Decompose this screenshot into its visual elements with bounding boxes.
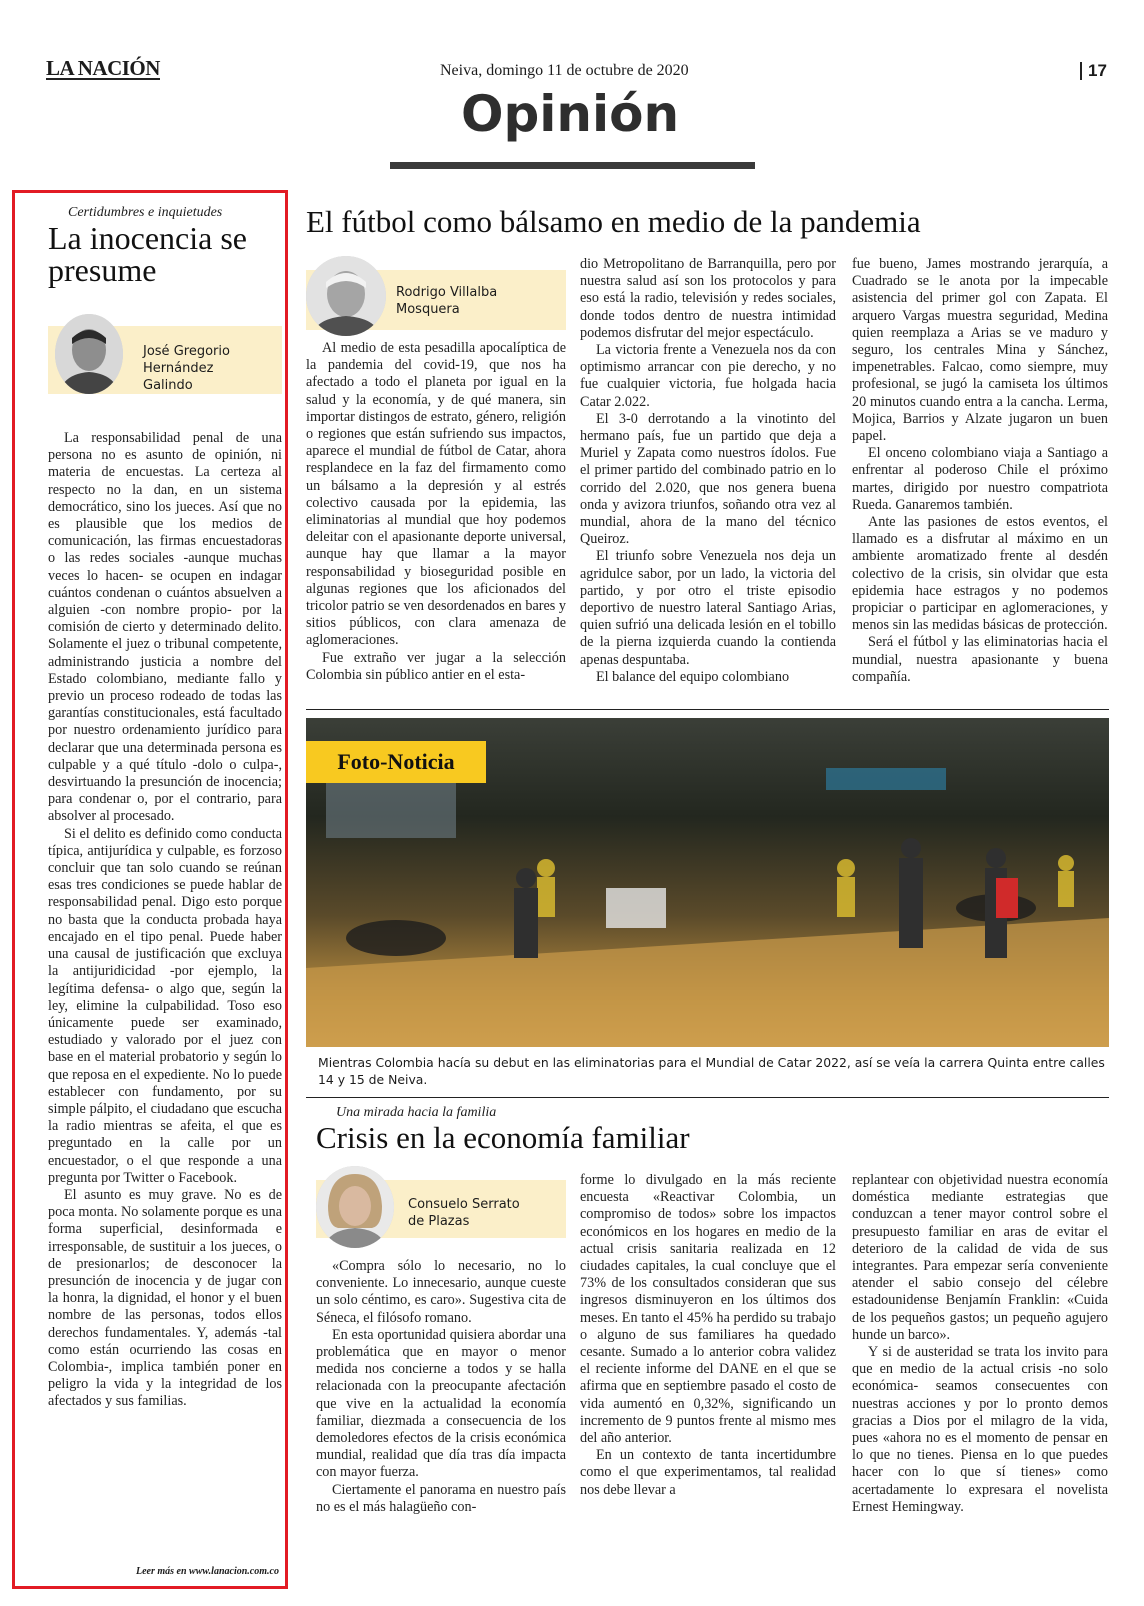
paragraph: Ciertamente el panorama en nuestro país no es el más halagüeño con-	[316, 1481, 566, 1515]
paragraph: El asunto es muy grave. No es de poca monta. No solamente porque es una forma superficial, desinformada e irresponsable, de sustituir a los jueces, o de presionarlos; de desconocer la presunción de inocencia y de jugar con la honra, la dignidad, el honor y el buen nombre de las personas, todos ellos derechos fundamentales. Y, además -tal como están ocurriendo las cosas en Colombia-, implica también poner en peligro la vida y la integridad de los afectados y sus familias.	[48, 1186, 282, 1410]
paragraph: En esta oportunidad quisiera abordar una problemática que en mayor o menor medida nos concierne a todos y se halla relacionada con la preocupante afectación que vive en la actualidad la economía familiar, diezmada a consecuencia de los demoledores efectos de la crisis económica mundial, realidad que día tras día impacta con mayor fuerza.	[316, 1326, 566, 1481]
paragraph: forme lo divulgado en la más reciente encuesta «Reactivar Colombia, un compromiso de todos» sobre los impactos económicos en los hogares en medio de la actual crisis sanitaria realizada en 12 ciudades capitales, la cual concluye que el 73% de los consultados consideran que sus ingresos disminuyeron en los últimos dos meses. En tanto el 45% ha perdido su trabajo o alguno de sus familiares ha quedado cesante. Sumado a lo anterior cobra validez el reciente informe del DANE en el que se afirma que en septiembre pasado el costo de vida aumentó en 0,32%, significando un incremento de 9 puntos frente al mismo mes del año anterior.	[580, 1172, 836, 1447]
author-name-line1: Consuelo Serrato	[408, 1197, 520, 1212]
article3-kicker: Una mirada hacia la familia	[336, 1105, 497, 1120]
author-photo-serrato	[316, 1166, 394, 1248]
author-name-line2: Hernández	[143, 361, 214, 376]
author-name-line1: Rodrigo Villalba	[396, 285, 498, 300]
article1-body	[48, 430, 282, 1411]
section-title: Opinión	[460, 85, 680, 143]
divider	[306, 1097, 1109, 1098]
read-more-link[interactable]: Leer más en www.lanacion.com.co	[136, 1566, 279, 1577]
section-underline	[390, 162, 755, 169]
paragraph: El 3-0 derrotando a la vinotinto del hermano país, fue un partido que deja a Muriel y Zapata como nuestros ídolos. Fue el primer partido del combinado patrio en lo corrido del 2.020, que nos genera buena onda y avizora triunfos, soñando otra vez al mundial, ahora de la mano del técnico Queiroz.	[580, 410, 836, 548]
paragraph: El onceno colombiano viaja a Santiago a enfrentar al poderoso Chile el próximo martes, dirigido por nuestro compatriota Rueda. Ganaremos también.	[852, 445, 1108, 513]
author-name-line1: José Gregorio	[143, 344, 230, 359]
paragraph: La responsabilidad penal de una persona no es asunto de opinión, ni materia de encuestas. La certeza al respecto no la dan, en un sistema democrático, sino los jueces. Así que no es plausible que los medios de comunicación, las firmas encuestadoras o las redes sociales -aunque muchas veces lo hacen- se ocupen en indagar cuántos condenan o cuántos absuelven a alguien -con nombre propio- por la comisión de cierto y determinado delito. Solamente el juez o tribunal competente, administrando justicia a nombre del Estado colombiano, mediante fallo y previo un proceso rodeado de todas las garantías constitucionales, está facultado por nuestro ordenamiento jurídico para declarar que una determinada persona es culpable y a qué título -dolo o culpa-, desvirtuando la presunción de inocencia; para condenar o, por el contrario, para absolver al procesado.	[48, 430, 282, 825]
photo-caption: Mientras Colombia hacía su debut en las eliminatorias para el Mundial de Catar 2022, así se veía la carrera Quinta entre calles 14 y 15 de Neiva.	[318, 1055, 1105, 1087]
article3-author	[408, 1196, 520, 1230]
article2-column-1	[306, 340, 566, 684]
author-photo-hernandez	[55, 314, 123, 394]
dateline: Neiva, domingo 11 de octubre de 2020	[440, 62, 689, 79]
article2-column-2	[580, 256, 836, 686]
paragraph: Y si de austeridad se trata los invito para que en medio de la actual crisis -no solo económica- seamos consecuentes con nuestras acciones y por lo pronto demos gracias a Dios por el milagro de la vida, pues «ahora no es el momento de pensar en lo que no tienes. Piensa en lo que puedes hacer con lo que sí tienes» como acertadamente lo expresara el novelista Ernest Hemingway.	[852, 1344, 1108, 1515]
paragraph: La victoria frente a Venezuela nos da con optimismo arrancar con pie derecho, y no fue cualquier victoria, fue holgada hacia Catar 2.022.	[580, 342, 836, 410]
author-photo-villalba	[306, 256, 386, 336]
article1-kicker: Certidumbres e inquietudes	[68, 205, 223, 220]
paragraph: replantear con objetividad nuestra economía doméstica mediante estrategias que conduzcan a tener mayor control sobre el presupuesto familiar en aras de evitar el deterioro de la calidad de vida de sus integrantes. Para empezar sería conveniente atender el sabio consejo del célebre estadounidense Benjamín Franklin: «Cuida de los pequeños gastos; un pequeño agujero hunde un barco».	[852, 1172, 1108, 1343]
paragraph: Será el fútbol y las eliminatorias hacia el mundial, nuestra apasionante y buena compañía.	[852, 634, 1108, 685]
paragraph: Si el delito es definido como conducta típica, antijurídica y culpable, es forzoso concluir que tan solo cuando se reúnan esas tres condiciones se puede hablar de responsabilidad penal. Digo esto porque no basta que la conducta probada haya encajado en el tipo penal. Puede haber una causal de justificación que excluya la antijuridicidad -por ejemplo, la legítima defensa- o algo que, según la ley, elimine la culpabilidad. Toso eso únicamente puede ser examinado, estudiado y valorado por el juez con base en el material probatorio y según lo que reposa en el expediente. No lo puede establecer con fundamento, por su simple pálpito, el ciudadano que escucha la radio mientras se afeita, el que es preguntado en la calle por un encuestador, o el que responde a una pregunta por Twitter o Facebook.	[48, 825, 282, 1186]
article3-title[interactable]: Crisis en la economía familiar	[316, 1120, 690, 1155]
article1-title-line1: La inocencia se	[48, 220, 247, 256]
article2-title[interactable]: El fútbol como bálsamo en medio de la pandemia	[306, 204, 921, 239]
article3-column-1	[316, 1258, 566, 1516]
photo-news-label: Foto-Noticia	[306, 741, 486, 783]
author-name-line3: Galindo	[143, 378, 193, 393]
article3-column-3	[852, 1172, 1108, 1516]
paragraph: El balance del equipo colombiano	[596, 668, 790, 685]
paragraph: «Compra sólo lo necesario, no lo conveniente. Lo innecesario, aunque cueste un solo céntimo, es caro». Sugestiva cita de Séneca, el filósofo romano.	[316, 1258, 566, 1326]
divider	[306, 709, 1109, 710]
paragraph: fue bueno, James mostrando jerarquía, a Cuadrado se le anota por la impecable asistencia del primer gol con Zapata. El arquero Vargas muestra seguridad, Medina quien reemplaza a Arias se ve maduro y seguro, los centrales Mina y Sánchez, impenetrables. Falcao, como siempre, muy profesional, se jugó la camiseta los últimos 20 minutos cuando entra a la cancha. Lerma, Mojica, Barrios y Alzate jugaron un buen papel.	[852, 256, 1108, 445]
article3-column-2	[580, 1172, 836, 1499]
masthead-logo: LA NACIÓN	[46, 56, 160, 80]
article2-author	[396, 284, 497, 318]
article2-column-3	[852, 256, 1108, 686]
page-number: 17	[1080, 62, 1107, 80]
paragraph: En un contexto de tanta incertidumbre como el que experimentamos, tal realidad nos debe llevar a	[580, 1447, 836, 1498]
paragraph: Ante las pasiones de estos eventos, el llamado es a disfrutar al máximo en un ambiente aromatizado frente al desdén colectivo de la crisis, sin olvidar que esta epidemia hace estragos y no podemos propiciar o participar en aglomeraciones, y menos sin las medidas básicas de protección.	[852, 514, 1108, 634]
article1-title-line2: presume	[48, 252, 157, 288]
article1-author	[143, 343, 230, 394]
article1-title[interactable]	[48, 222, 278, 286]
paragraph: Fue extraño ver jugar a la selección Colombia sin público antier en el esta-	[306, 649, 566, 683]
author-name-line2: Mosquera	[396, 302, 460, 317]
paragraph: dio Metropolitano de Barranquilla, pero por nuestra salud así son los protocolos y para eso está la radio, televisión y redes sociales, donde todos dentro de nuestra intimidad podemos disfrutar del mejor espectáculo.	[580, 256, 836, 341]
paragraph: Al medio de esta pesadilla apocalíptica de la pandemia del covid-19, que nos ha afectado a todo el planeta por igual en la salud y la economía, y de qué manera, sin importar distingos de estrato, género, religión o regiones que están sufriendo sus impactos, aparece el mundial de fútbol de Catar, ahora resplandece en la faz del firmamento como un bálsamo a la depresión y al estrés colectivo causada por la epidemia, las eliminatorias al mundial que hoy podemos deleitar con el apasionante deporte universal, aunque hay que llamar a la mayor responsabilidad y bioseguridad posible en algunas regiones que los aficionados del tricolor patrio se ven desordenados en bares y sitios públicos, con clara amenaza de aglomeraciones.	[306, 340, 566, 649]
paragraph: El triunfo sobre Venezuela nos deja un agridulce sabor, por un lado, la victoria del partido, y por otro el triste episodio deportivo de nuestro lateral Santiago Arias, quien sufrió una delicada lesión en el tobillo de la pierna izquierda cuando la contienda apenas despuntaba.	[580, 548, 836, 668]
author-name-line2: de Plazas	[408, 1214, 470, 1229]
